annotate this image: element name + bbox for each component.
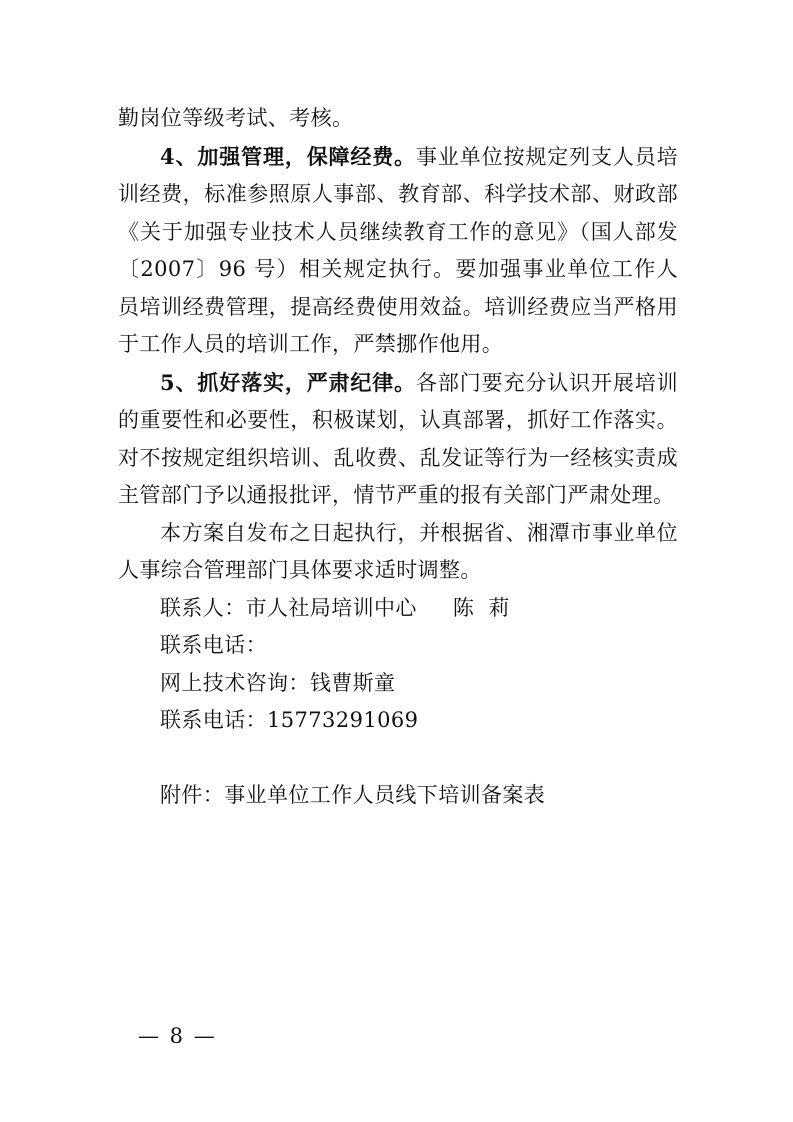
tech-phone-number: 15773291069 xyxy=(267,708,419,732)
tech-phone-line xyxy=(118,702,678,740)
blank-line xyxy=(118,740,678,778)
item-5-heading: 5、抓好落实，严肃纪律。 xyxy=(160,369,417,395)
contact-person-label: 联系人： xyxy=(160,595,246,620)
paragraph-item-4 xyxy=(118,138,678,364)
contact-phone-line xyxy=(118,627,678,665)
page-number: — 8 — xyxy=(138,1024,217,1048)
attachment-line: 附件：事业单位工作人员线下培训备案表 xyxy=(160,783,546,807)
tech-consult-label: 网上技术咨询： xyxy=(160,670,310,695)
item-4-text: 事业单位按规定列支人员培训经费，标准参照原人事部、教育部、科学技术部、财政部《关于加强专业技术人员继续教育工作的意见》（国人部发〔2007〕96 号）相关规定执行。要加强事业单位工作人员培训经费管理，提高经费使用效益。培训经费应当严格用于工作人员的培训工作，严禁挪作他用。 xyxy=(118,144,678,356)
item-5-text: 各部门要充分认识开展培训的重要性和必要性，积极谋划，认真部署，抓好工作落实。对不按规定组织培训、乱收费、乱发证等行为一经核实责成主管部门予以通报批评，情节严重的报有关部门严肃处理。 xyxy=(118,370,678,507)
document-body xyxy=(118,100,678,815)
contact-person-line xyxy=(118,590,678,628)
contact-person-name: 陈 莉 xyxy=(452,595,510,620)
contact-phone-label: 联系电话： xyxy=(160,633,267,657)
tech-phone-label: 联系电话： xyxy=(160,708,267,732)
tech-consult-name: 钱曹斯童 xyxy=(309,670,396,695)
paragraph-effective-statement: 本方案自发布之日起执行，并根据省、湘潭市事业单位人事综合管理部门具体要求适时调整。 xyxy=(118,520,678,582)
paragraph-item-5 xyxy=(118,364,678,515)
contact-person-org: 市人社局培训中心 xyxy=(245,595,417,620)
item-4-heading: 4、加强管理，保障经费。 xyxy=(160,143,417,169)
paragraph-continuation: 勤岗位等级考试、考核。 xyxy=(118,106,354,130)
tech-consult-line xyxy=(118,665,678,703)
